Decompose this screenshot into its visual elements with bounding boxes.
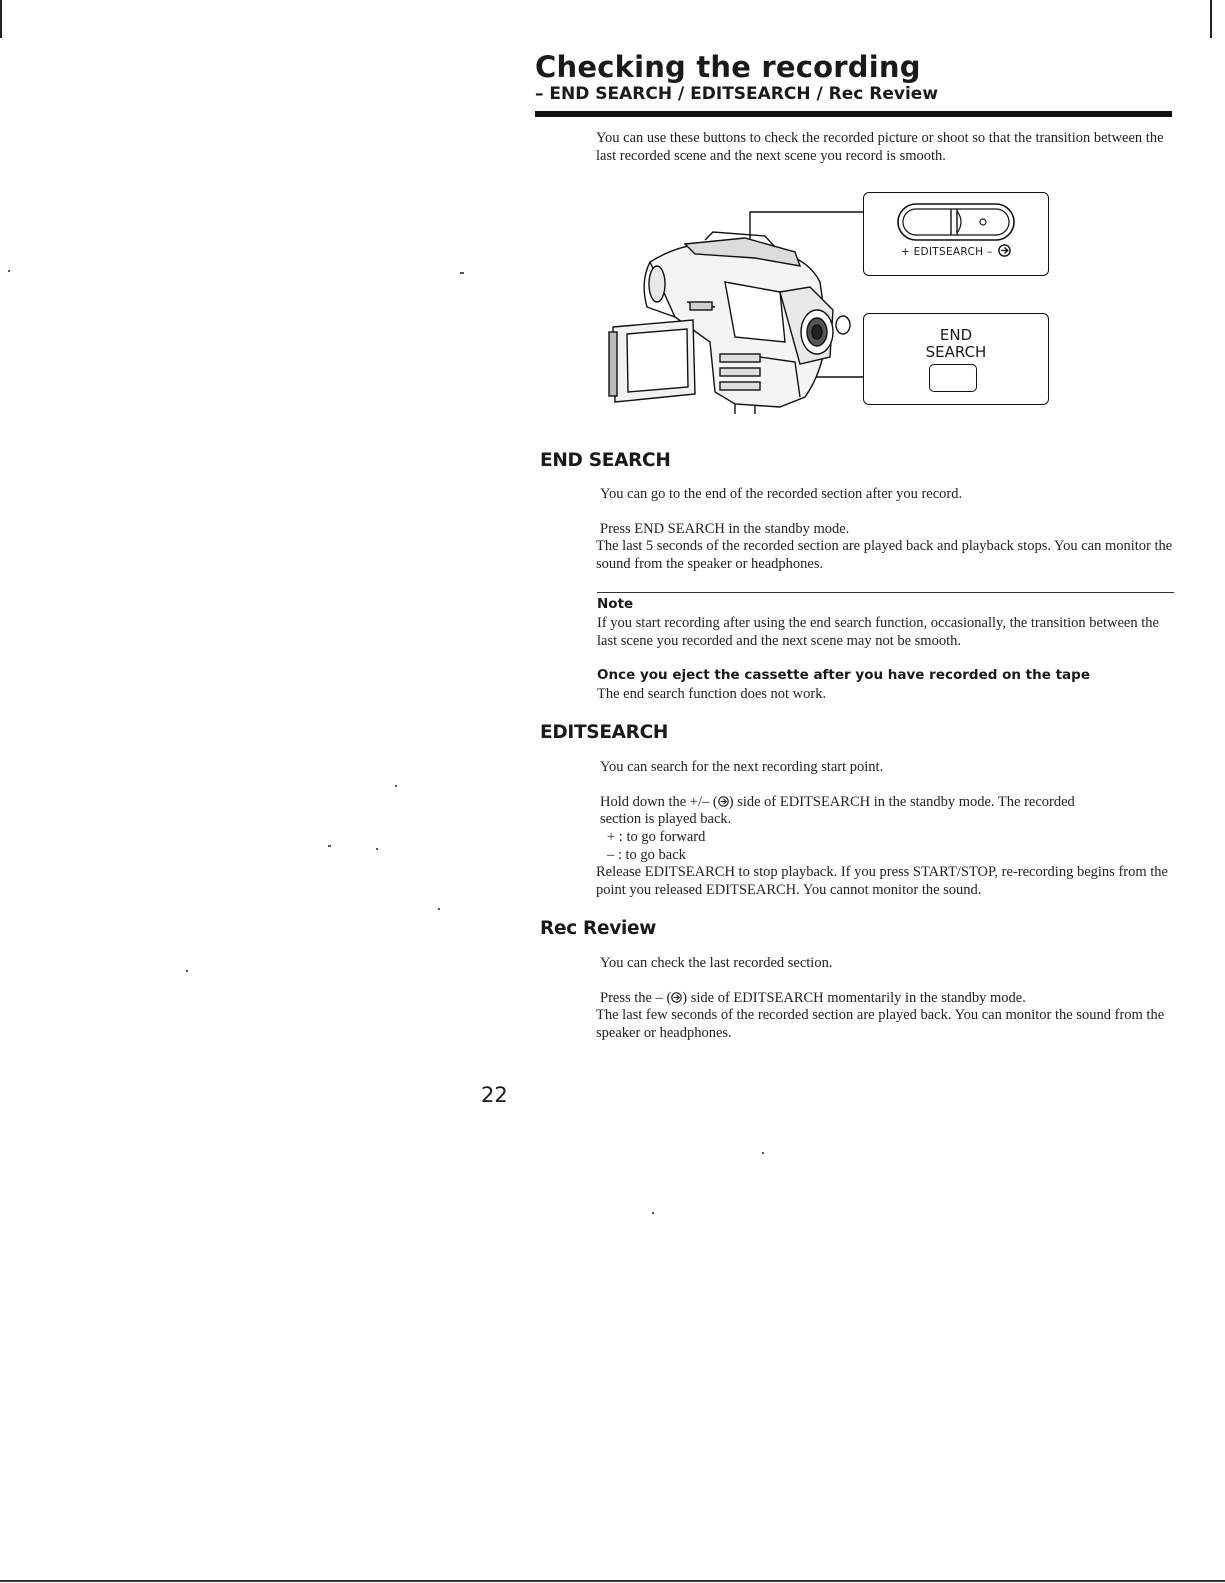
scan-speck [395,785,397,787]
scan-speck [186,970,188,972]
page-number: 22 [481,1083,508,1107]
rec-review-result: The last few seconds of the recorded section are played back. You can monitor the sound from the speaker or headphones. [596,1007,1165,1041]
note-text: If you start recording after using the end search function, occasionally, the transition between the last scene you recorded and the next scene may not be smooth. [597,615,1159,649]
editsearch-intro: You can search for the next recording start point. [600,759,884,775]
scan-speck [376,848,378,850]
scan-edge-right [1210,0,1212,38]
title-rule [535,111,1172,117]
scan-edge-left [0,0,2,38]
end-search-heading: END SEARCH [540,450,671,471]
editsearch-forward: + : to go forward [607,829,706,845]
end-search-result: The last 5 seconds of the recorded section are played back and playback stops. You can monitor the sound from the speaker or headphones. [596,538,1173,572]
scan-speck [460,272,464,274]
page-title: Checking the recording [535,50,921,84]
editsearch-callout [863,192,1049,276]
rec-review-intro: You can check the last recorded section. [600,955,833,971]
editsearch-step-line2: section is played back. [600,811,732,827]
editsearch-release: Release EDITSEARCH to stop playback. If you press START/STOP, re-recording begins from the point you released EDITSEARCH. You cannot monitor the sound. [596,864,1168,898]
scan-speck [8,270,10,272]
intro-paragraph: You can use these buttons to check the recorded picture or shoot so that the transition between the last recorded scene and the next scene you record is smooth. [596,130,1164,164]
end-search-intro: You can go to the end of the recorded section after you record. [600,486,963,502]
editsearch-switch-icon [897,202,1015,242]
editsearch-label: + EDITSEARCH – [864,244,1048,258]
rec-review-heading: Rec Review [540,918,657,939]
scan-speck [762,1152,764,1154]
rec-review-symbol-icon [998,244,1011,257]
camcorder-illustration [609,212,863,414]
editsearch-step-line1: Hold down the +/– ( ) side of EDITSEARCH in the standby mode. The recorded [600,794,1075,810]
note-rule [597,592,1174,593]
rec-review-step: Press the – ( ) side of EDITSEARCH momentarily in the standby mode. [600,990,1026,1006]
scan-edge-bottom [0,1580,1225,1582]
rec-review-symbol-icon [718,796,729,807]
editsearch-back: – : to go back [607,847,686,863]
scan-speck [652,1212,654,1214]
end-search-callout [863,313,1049,405]
page-subtitle: – END SEARCH / EDITSEARCH / Rec Review [535,84,939,104]
note-heading: Note [597,596,634,612]
editsearch-heading: EDITSEARCH [540,722,669,743]
end-search-step: Press END SEARCH in the standby mode. [600,521,850,537]
eject-text: The end search function does not work. [597,686,827,702]
rec-review-symbol-icon [671,992,682,1003]
eject-heading: Once you eject the cassette after you have recorded on the tape [597,667,1090,683]
scan-speck [328,845,331,847]
scan-speck [438,908,440,910]
end-search-caption: END SEARCH [925,326,987,361]
end-search-button-illustration [929,364,977,392]
